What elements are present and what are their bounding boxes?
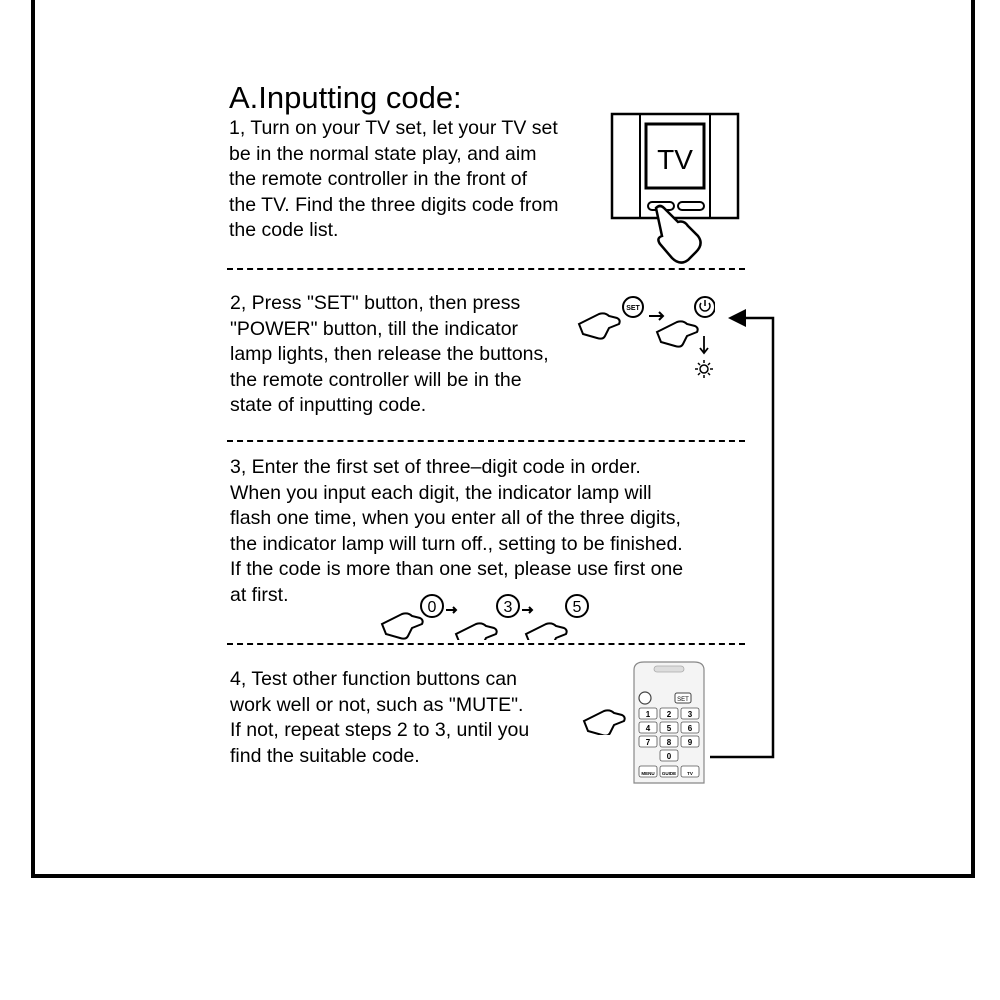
step-2-line: 2, Press "SET" button, then press [230,292,521,314]
divider [227,268,745,270]
digit-label: 5 [572,599,582,616]
step-3-line: at first. [230,583,289,606]
tv-illustration [610,112,740,264]
step-4-line: If not, repeat steps 2 to 3, until you [230,719,530,742]
step-4-line: 4, Test other function buttons can [230,668,517,690]
remote-key-label: GUIDE [661,771,677,776]
power-key-icon [639,692,651,704]
remote-key-label: 7 [645,738,651,747]
set-key-label: SET [626,305,640,312]
step-3-text [230,455,683,609]
remote-key-label: TV [687,771,693,776]
pointing-hand-icon [579,313,620,338]
remote-key-label: 3 [687,710,693,719]
pointing-hand-icon [526,623,567,640]
pointing-hand-icon [456,623,497,640]
set-power-sequence [575,290,715,380]
digit-label: 3 [503,599,513,616]
section-heading: A.Inputting code: [229,80,462,115]
step-4-line: find the suitable code. [230,744,420,767]
step-1-text [229,116,559,244]
arrow-right-icon [522,607,532,613]
remote-key-label: 9 [687,738,693,747]
digit-sequence [380,590,595,640]
step-1-line: the TV. Find the three digits code from [229,193,559,216]
remote-control-illustration [628,660,710,785]
step-2-line: "POWER" button, till the indicator [230,317,519,340]
digit-step [456,595,532,640]
digit-step [526,595,588,640]
lamp-lit-icon [695,360,713,378]
step-2-line: state of inputting code. [230,394,427,417]
remote-key-label: 8 [666,738,672,747]
remote-key-label: 2 [666,710,672,719]
arrow-right-icon [446,607,456,613]
remote-set-label: SET [677,697,689,703]
digit-step [382,595,456,639]
pointing-hand-icon [382,613,423,638]
remote-key-label: 0 [666,752,672,761]
step-2-line: lamp lights, then release the buttons, [230,343,549,366]
step-3-line: When you input each digit, the indicator lamp will [230,481,652,504]
step-3-line: 3, Enter the first set of three–digit code in order. [230,456,641,478]
remote-keypad [639,708,699,777]
remote-key-label: 4 [645,724,651,733]
step-1-line: be in the normal state play, and aim [229,142,537,165]
step-4-line: work well or not, such as "MUTE". [230,693,524,716]
step-2-line: the remote controller will be in the [230,368,522,391]
tv-label: TV [657,144,693,175]
step-4-text [230,667,529,769]
divider [227,440,745,442]
step-1-line: 1, Turn on your TV set, let your TV set [229,117,558,139]
digit-label: 0 [427,599,437,616]
arrow-right-icon [649,312,663,320]
remote-key-label: 6 [687,724,693,733]
remote-key-label: 1 [645,710,651,719]
divider [227,643,745,645]
remote-key-label: MENU [641,771,655,776]
step-3-line: flash one time, when you enter all of the three digits, [230,507,681,530]
step-3-line: the indicator lamp will turn off., setting to be finished. [230,532,683,555]
step-1-line: the remote controller in the front of [229,168,528,191]
pointing-hand-icon [580,695,630,735]
step-3-line: If the code is more than one set, please use first one [230,558,684,581]
step-1-line: the code list. [229,219,339,242]
remote-key-label: 5 [666,724,672,733]
step-2-text [230,291,549,419]
pointing-hand-icon [657,321,698,346]
